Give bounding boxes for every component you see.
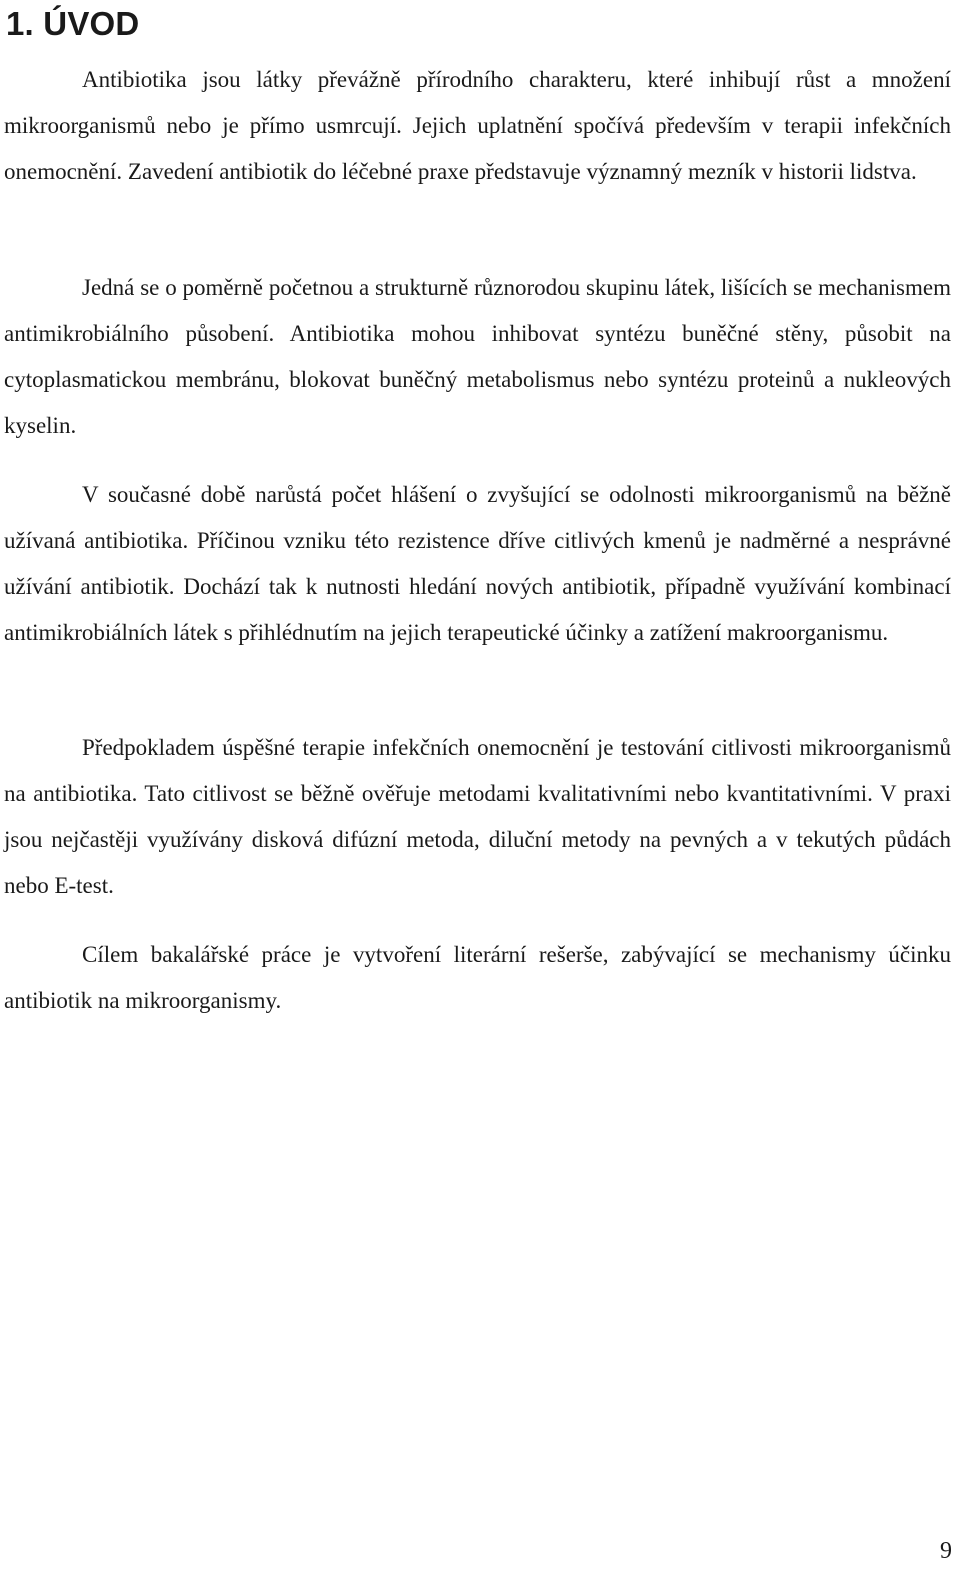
paragraph-testing: Předpokladem úspěšné terapie infekčních onemocnění je testování citlivosti mikroorganismů na antibiotika. Tato citlivost se běžně ověřuje metodami kvalitativními nebo kvantitativními. V praxi jsou nejčastěji využívány disková difúzní metoda, diluční metody na pevných a v tekutých půdách nebo E-test.: [4, 735, 951, 898]
paragraph-mechanisms: Jedná se o poměrně početnou a strukturně různorodou skupinu látek, lišících se mechanismem antimikrobiálního působení. Antibiotika mohou inhibovat syntézu buněčné stěny, působit na cytoplasmatickou membránu, blokovat buněčný metabolismus nebo syntézu proteinů a nukleových kyselin.: [4, 275, 951, 438]
page-number: 9: [940, 1538, 952, 1564]
chapter-heading: 1. ÚVOD: [6, 5, 140, 42]
paragraph-intro: Antibiotika jsou látky převážně přírodního charakteru, které inhibují růst a množení mikroorganismů nebo je přímo usmrcují. Jejich uplatnění spočívá především v terapii infekčních onemocnění. Zavedení antibiotik do léčebné praxe představuje významný mezník v historii lidstva.: [4, 67, 951, 184]
paragraph-resistance: V současné době narůstá počet hlášení o zvyšující se odolnosti mikroorganismů na běžně užívaná antibiotika. Příčinou vzniku této rezistence dříve citlivých kmenů je nadměrné a nesprávné užívání antibiotik. Dochází tak k nutnosti hledání nových antibiotik, případně využívání kombinací antimikrobiálních látek s přihlédnutím na jejich terapeutické účinky a zatížení makroorganismu.: [4, 482, 951, 645]
paragraph-aim: Cílem bakalářské práce je vytvoření literární rešerše, zabývající se mechanismy účinku antibiotik na mikroorganismy.: [4, 942, 951, 1013]
